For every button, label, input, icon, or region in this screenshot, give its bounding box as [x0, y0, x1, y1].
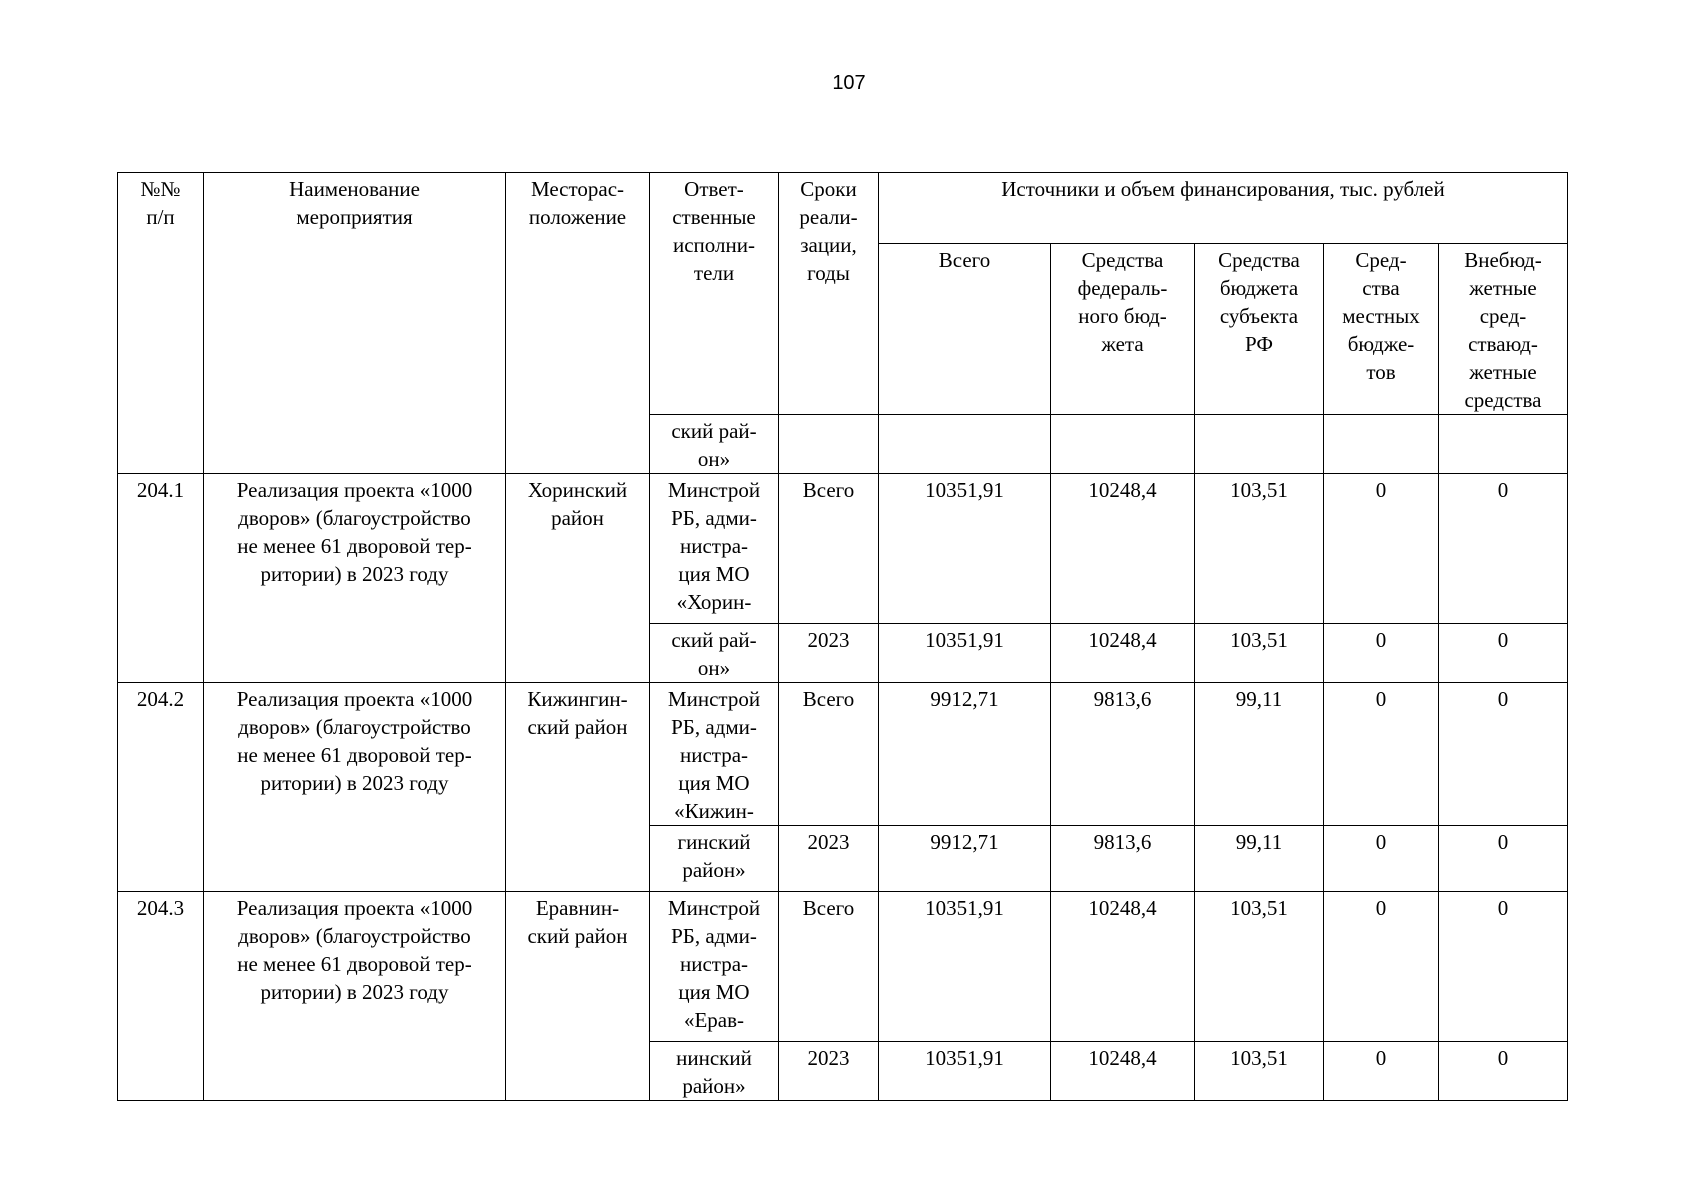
header-name: Наименование мероприятия — [204, 173, 506, 474]
header-sources: Источники и объем финансирования, тыс. рублей — [879, 173, 1568, 244]
header-total: Всего — [879, 244, 1051, 415]
row-name: Реализация проекта «1000 дворов» (благоустройство не менее 61 дворовой тер- ритории) в 2023 году — [204, 892, 506, 1101]
row-extra: 0 — [1439, 826, 1568, 892]
row-executors-bottom: нинский район» — [650, 1042, 779, 1101]
row-subject: 103,51 — [1195, 1042, 1324, 1101]
row-subject: 99,11 — [1195, 826, 1324, 892]
row-location: Хоринский район — [506, 474, 650, 683]
header-executors: Ответ- ственные исполни- тели — [650, 173, 779, 415]
row-extra: 0 — [1439, 624, 1568, 683]
row-executors-top: Минстрой РБ, адми- нистра- ция МО «Ерав- — [650, 892, 779, 1042]
row-total: 10351,91 — [879, 892, 1051, 1042]
row-executors-bottom: гинский район» — [650, 826, 779, 892]
header-federal: Средства федераль- ного бюд- жета — [1051, 244, 1195, 415]
row-extra: 0 — [1439, 892, 1568, 1042]
executors-carryover: ский рай- он» — [650, 415, 779, 474]
row-local: 0 — [1324, 624, 1439, 683]
row-extra: 0 — [1439, 474, 1568, 624]
row-federal: 9813,6 — [1051, 683, 1195, 826]
row-local: 0 — [1324, 892, 1439, 1042]
header-location: Месторас- положение — [506, 173, 650, 474]
row-location: Кижингин- ский район — [506, 683, 650, 892]
row-total: 10351,91 — [879, 624, 1051, 683]
row-local: 0 — [1324, 826, 1439, 892]
row-local: 0 — [1324, 474, 1439, 624]
row-total: 9912,71 — [879, 683, 1051, 826]
financing-table — [117, 172, 1568, 1101]
row-subject: 103,51 — [1195, 624, 1324, 683]
row-federal: 10248,4 — [1051, 892, 1195, 1042]
row-term: 2023 — [779, 1042, 879, 1101]
header-extra: Внебюд- жетные сред- стваюд- жетные средства — [1439, 244, 1568, 415]
row-num: 204.2 — [118, 683, 204, 892]
carryover-empty-cell — [1195, 415, 1324, 474]
header-row — [118, 173, 1568, 244]
table-row — [118, 892, 1568, 1042]
row-num: 204.1 — [118, 474, 204, 683]
row-term: 2023 — [779, 624, 879, 683]
carryover-empty-cell — [779, 415, 879, 474]
carryover-empty-cell — [1324, 415, 1439, 474]
header-local: Сред- ства местных бюдже- тов — [1324, 244, 1439, 415]
page-number: 107 — [832, 72, 866, 94]
row-total: 10351,91 — [879, 1042, 1051, 1101]
row-subject: 103,51 — [1195, 892, 1324, 1042]
row-extra: 0 — [1439, 1042, 1568, 1101]
row-federal: 10248,4 — [1051, 474, 1195, 624]
row-local: 0 — [1324, 1042, 1439, 1101]
row-name: Реализация проекта «1000 дворов» (благоустройство не менее 61 дворовой тер- ритории) в 2023 году — [204, 474, 506, 683]
table-row — [118, 474, 1568, 624]
row-term: Всего — [779, 892, 879, 1042]
carryover-empty-cell — [1439, 415, 1568, 474]
row-subject: 99,11 — [1195, 683, 1324, 826]
row-executors-top: Минстрой РБ, адми- нистра- ция МО «Кижин- — [650, 683, 779, 826]
row-term: Всего — [779, 683, 879, 826]
row-total: 10351,91 — [879, 474, 1051, 624]
row-executors-top: Минстрой РБ, адми- нистра- ция МО «Хорин- — [650, 474, 779, 624]
row-term: Всего — [779, 474, 879, 624]
row-local: 0 — [1324, 683, 1439, 826]
row-num: 204.3 — [118, 892, 204, 1101]
row-executors-bottom: ский рай- он» — [650, 624, 779, 683]
row-subject: 103,51 — [1195, 474, 1324, 624]
row-term: 2023 — [779, 826, 879, 892]
row-federal: 10248,4 — [1051, 1042, 1195, 1101]
carryover-empty-cell — [879, 415, 1051, 474]
header-terms: Сроки реали- зации, годы — [779, 173, 879, 415]
header-num: №№ п/п — [118, 173, 204, 474]
row-federal: 9813,6 — [1051, 826, 1195, 892]
row-name: Реализация проекта «1000 дворов» (благоустройство не менее 61 дворовой тер- ритории) в 2023 году — [204, 683, 506, 892]
row-total: 9912,71 — [879, 826, 1051, 892]
header-subject: Средства бюджета субъекта РФ — [1195, 244, 1324, 415]
row-location: Еравнин- ский район — [506, 892, 650, 1101]
row-extra: 0 — [1439, 683, 1568, 826]
row-federal: 10248,4 — [1051, 624, 1195, 683]
carryover-empty-cell — [1051, 415, 1195, 474]
table-row — [118, 683, 1568, 826]
